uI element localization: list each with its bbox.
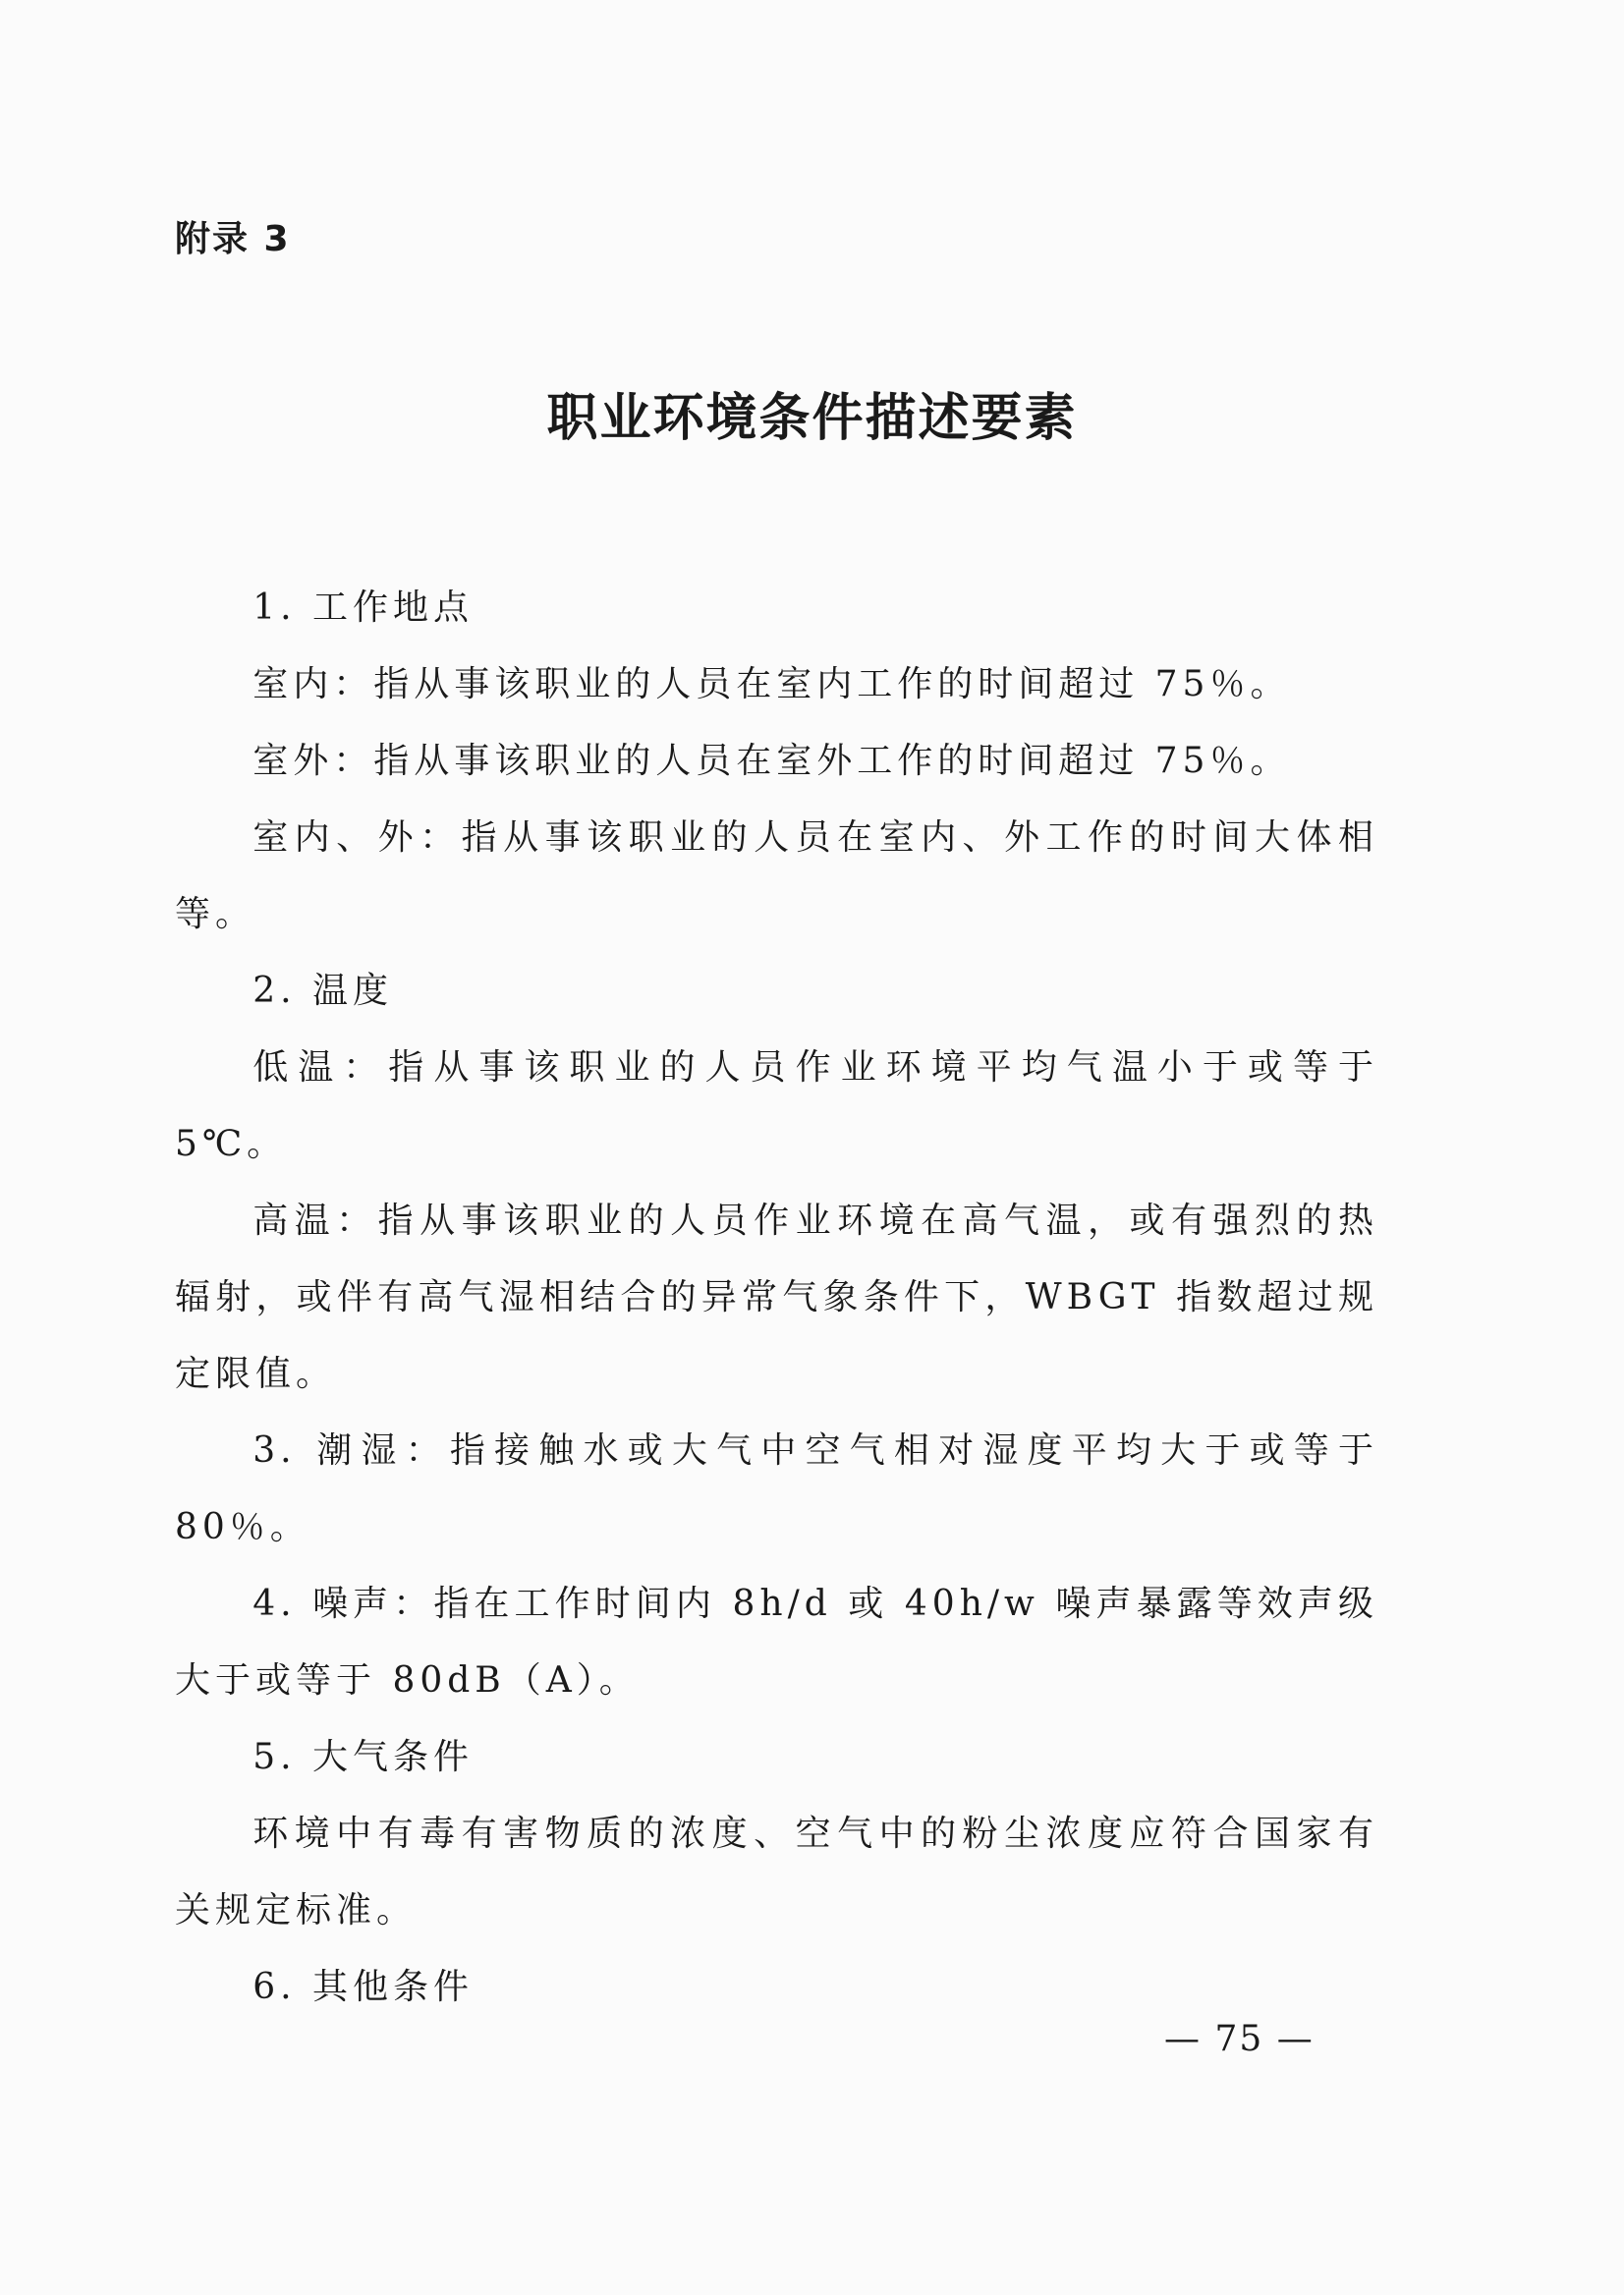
appendix-label: 附录 3 — [175, 219, 291, 259]
heading-work-location: 1. 工作地点 — [252, 588, 474, 628]
paragraph-indoor-outdoor: 室内、外：指从事该职业的人员在室内、外工作的时间大体相等。 — [175, 817, 1378, 934]
document-body — [175, 570, 1378, 2026]
paragraph-high-temperature: 高温：指从事该职业的人员作业环境在高气温，或有强烈的热辐射，或伴有高气湿相结合的异常气象条件下，WBGT 指数超过规定限值。 — [175, 1201, 1378, 1394]
heading-atmosphere: 5. 大气条件 — [252, 1737, 474, 1777]
paragraph-atmosphere: 环境中有毒有害物质的浓度、空气中的粉尘浓度应符合国家有关规定标准。 — [175, 1814, 1378, 1931]
paragraph-humidity: 3. 潮湿：指接触水或大气中空气相对湿度平均大于或等于 80％。 — [175, 1430, 1378, 1547]
paragraph-noise: 4. 噪声：指在工作时间内 8h/d 或 40h/w 噪声暴露等效声级大于或等于 80dB（A）。 — [175, 1584, 1378, 1701]
paragraph-indoor: 室内：指从事该职业的人员在室内工作的时间超过 75％。 — [252, 664, 1291, 704]
heading-temperature: 2. 温度 — [252, 971, 393, 1011]
page-number: — 75 — — [1164, 2019, 1315, 2059]
document-title: 职业环境条件描述要素 — [546, 389, 1078, 448]
paragraph-low-temperature: 低温：指从事该职业的人员作业环境平均气温小于或等于 5℃。 — [175, 1047, 1378, 1164]
heading-other-conditions: 6. 其他条件 — [252, 1967, 474, 2007]
paragraph-outdoor: 室外：指从事该职业的人员在室外工作的时间超过 75％。 — [252, 741, 1291, 781]
